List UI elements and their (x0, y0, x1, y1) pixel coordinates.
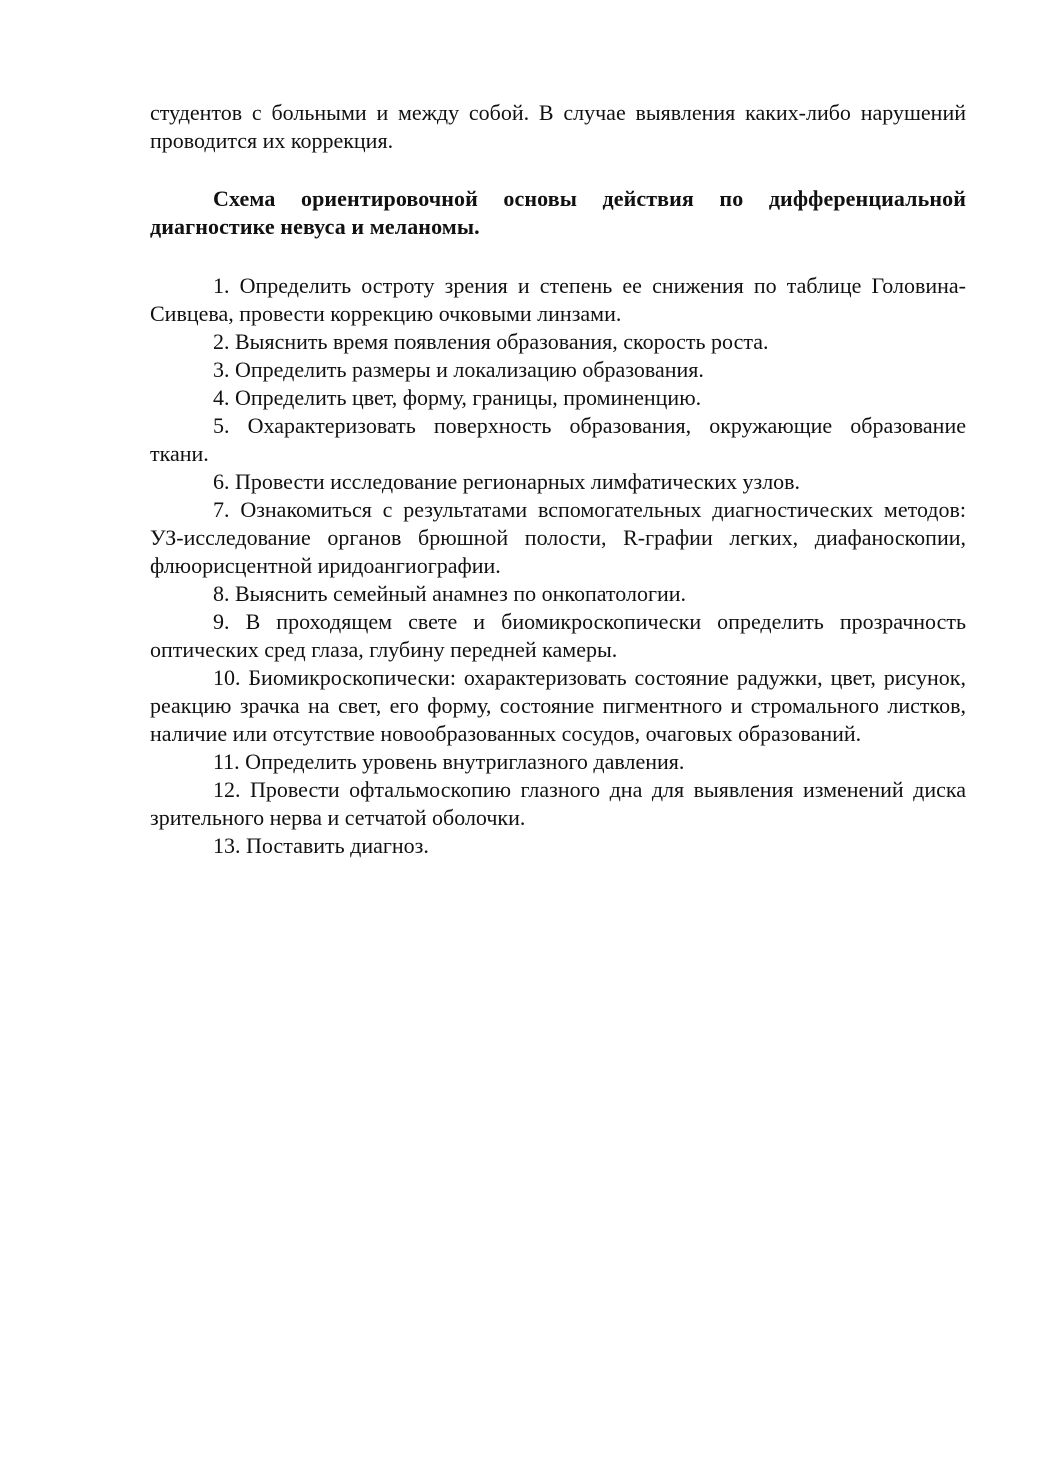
list-item: 9. В проходящем свете и биомикроскопически определить прозрачность оптических сред глаза, глубину передней камеры. (150, 609, 966, 662)
steps-list (150, 272, 966, 860)
list-item: 11. Определить уровень внутриглазного давления. (213, 749, 685, 774)
list-item: 12. Провести офтальмоскопию глазного дна для выявления изменений диска зрительного нерва и сетчатой оболочки. (150, 777, 966, 830)
list-item: 4. Определить цвет, форму, границы, проминенцию. (213, 385, 702, 410)
list-item: 1. Определить остроту зрения и степень ее снижения по таблице Головина-Сивцева, провести коррекцию очковыми линзами. (150, 273, 966, 326)
list-item: 6. Провести исследование регионарных лимфатических узлов. (213, 469, 801, 494)
intro-paragraph: студентов с больными и между собой. В случае выявления каких-либо нарушений проводится их коррекция. (150, 100, 966, 153)
list-item: 10. Биомикроскопически: охарактеризовать состояние радужки, цвет, рисунок, реакцию зрачка на свет, его форму, состояние пигментного и стромального листков, наличие или отсутствие новообразованных сосудов, очаговых образований. (150, 665, 966, 746)
list-item: 13. Поставить диагноз. (213, 833, 429, 858)
section-heading: Схема ориентировочной основы действия по дифференциальной диагностике невуса и меланомы. (150, 186, 966, 239)
list-item: 5. Охарактеризовать поверхность образования, окружающие образование ткани. (150, 413, 966, 466)
document-page (150, 99, 966, 860)
list-item: 2. Выяснить время появления образования, скорость роста. (213, 329, 769, 354)
list-item: 3. Определить размеры и локализацию образования. (213, 357, 704, 382)
list-item: 7. Ознакомиться с результатами вспомогательных диагностических методов: УЗ-исследование органов брюшной полости, R-графии легких, диафаноскопии, флюорисцентной иридоангиографии. (150, 497, 966, 578)
list-item: 8. Выяснить семейный анамнез по онкопатологии. (213, 581, 687, 606)
